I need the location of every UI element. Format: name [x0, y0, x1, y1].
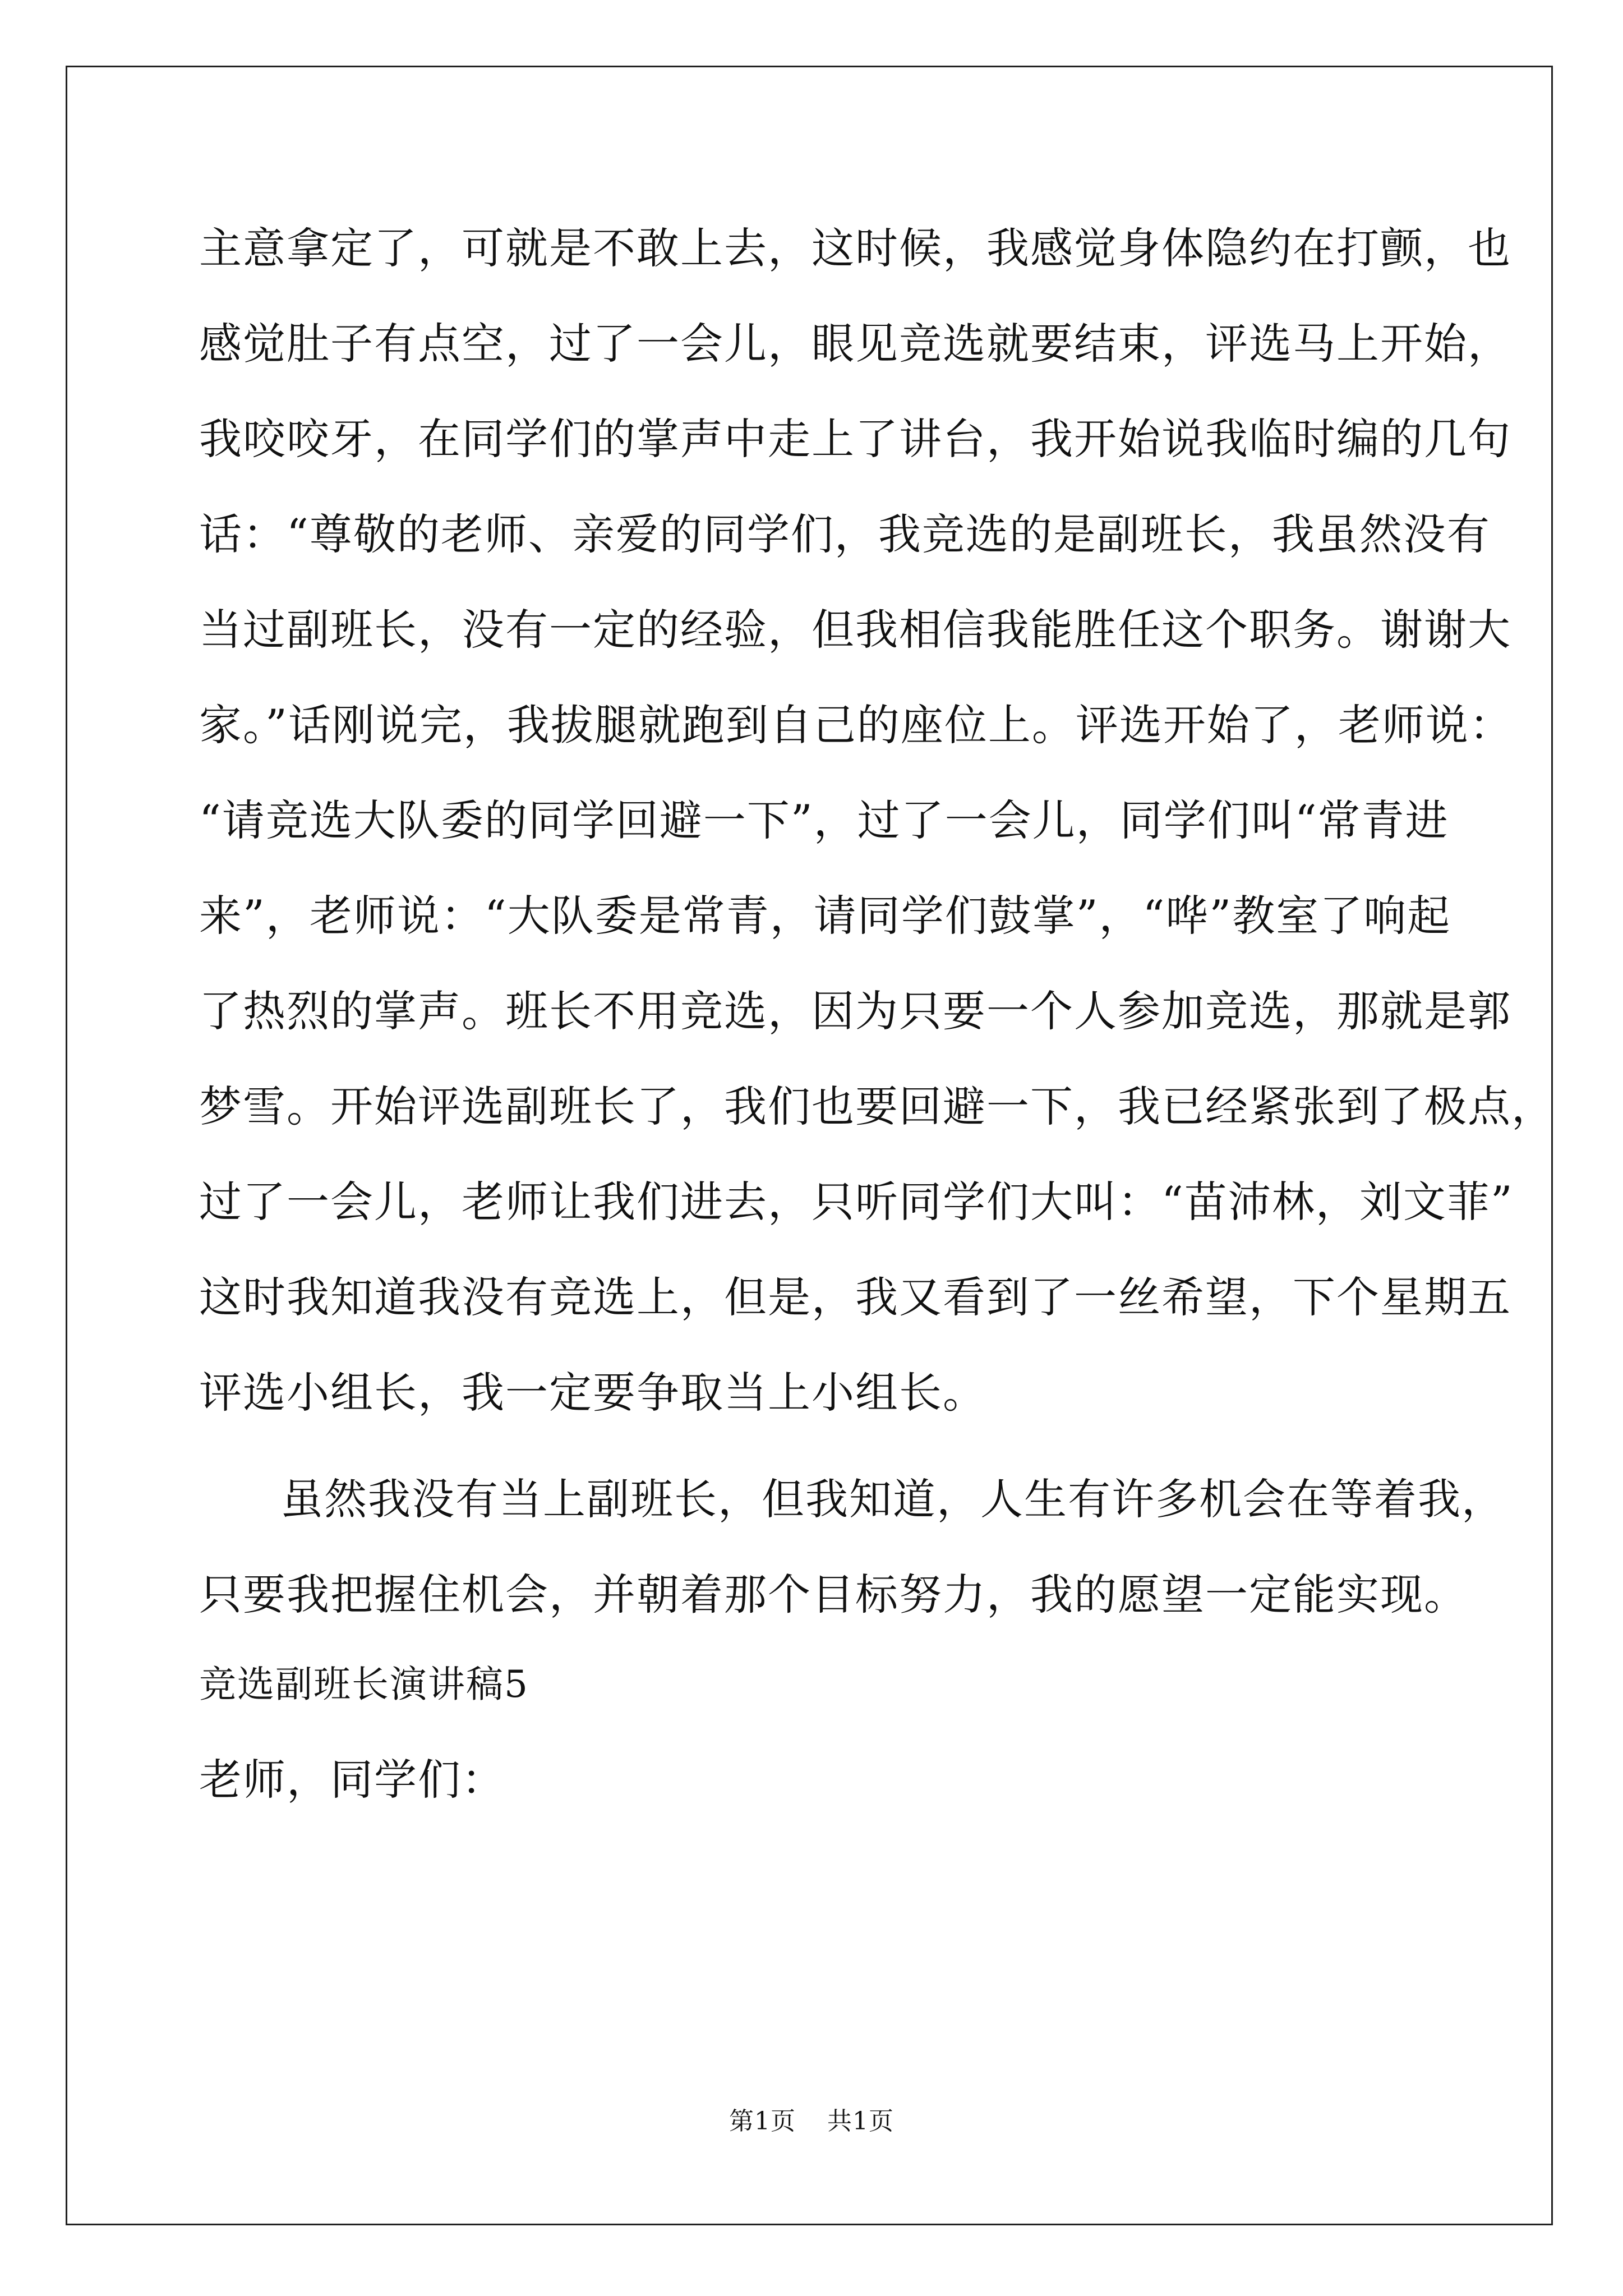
- closing-line: 只要我把握住机会，并朝着那个目标努力，我的愿望一定能实现。: [199, 1570, 1468, 1619]
- salutation: 老师，同学们：: [199, 1755, 505, 1805]
- body-line: 主意拿定了，可就是不敢上去，这时候，我感觉身体隐约在打颤，也: [199, 223, 1511, 273]
- body-line: 梦雪。开始评选副班长了，我们也要回避一下，我已经紧张到了极点，: [199, 1082, 1555, 1131]
- body-line: 评选小组长，我一定要争取当上小组长。: [199, 1368, 986, 1418]
- body-line: 过了一会儿，老师让我们进去，只听同学们大叫：“苗沛林，刘文菲”: [199, 1177, 1514, 1227]
- body-line: 当过副班长，没有一定的经验，但我相信我能胜任这个职务。谢谢大: [199, 605, 1511, 655]
- body-line: 感觉肚子有点空，过了一会儿，眼见竞选就要结束，评选马上开始，: [199, 319, 1511, 369]
- closing-line: 虽然我没有当上副班长，但我知道，人生有许多机会在等着我，: [280, 1474, 1505, 1524]
- body-line: 我咬咬牙，在同学们的掌声中走上了讲台，我开始说我临时编的几句: [199, 414, 1511, 464]
- body-line: 这时我知道我没有竞选上，但是，我又看到了一丝希望，下个星期五: [199, 1272, 1511, 1322]
- body-line: 了热烈的掌声。班长不用竞选，因为只要一个人参加竞选，那就是郭: [199, 986, 1511, 1036]
- page-total: 共1页: [827, 2107, 894, 2136]
- section-heading: 竞选副班长演讲稿5: [199, 1663, 529, 1706]
- body-line: 话：“尊敬的老师、亲爱的同学们，我竞选的是副班长，我虽然没有: [199, 509, 1491, 559]
- body-line: 家。”话刚说完，我拔腿就跑到自己的座位上。评选开始了，老师说：: [199, 700, 1513, 750]
- page-footer: [0, 2105, 1623, 2138]
- page-number: 第1页: [729, 2107, 796, 2136]
- page-border: [66, 66, 1553, 2225]
- body-line: 来”，老师说：“大队委是常青，请同学们鼓掌”，“哗”教室了响起: [199, 891, 1451, 941]
- body-line: “请竞选大队委的同学回避一下”，过了一会儿，同学们叫“常青进: [199, 795, 1449, 845]
